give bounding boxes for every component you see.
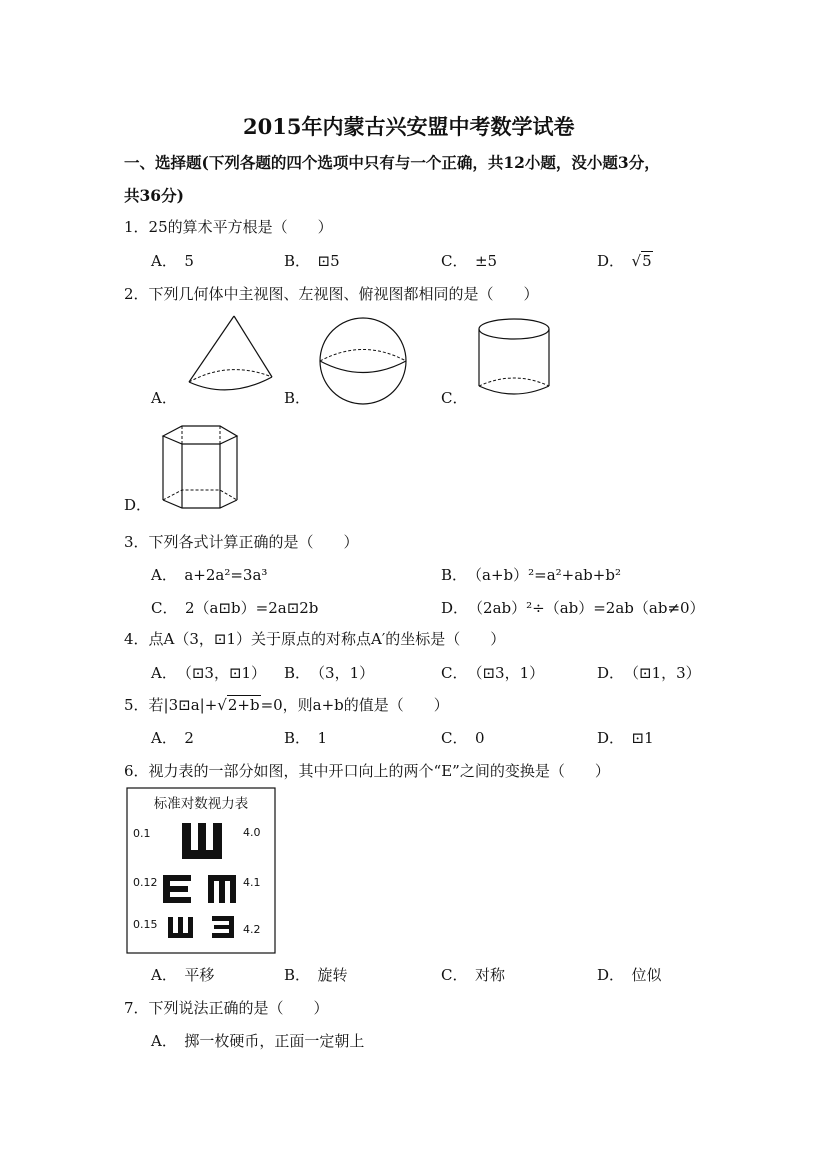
vision-left-label-3: 0.15 [133, 918, 158, 931]
question-3-stem: 3．下列各式计算正确的是（ ） [124, 533, 359, 551]
q2-option-a: A． [151, 389, 177, 407]
question-7-stem: 7．下列说法正确的是（ ） [124, 999, 329, 1017]
q4-option-b: B． （3，1） [284, 664, 375, 682]
question-2-stem: 2．下列几何体中主视图、左视图、俯视图都相同的是（ ） [124, 285, 539, 303]
q4-option-d: D． （⊡1，3） [597, 664, 701, 682]
vision-chart-figure [126, 787, 276, 954]
q2-option-d: D． [124, 496, 152, 514]
q5-option-a: A． 2 [151, 729, 194, 747]
q1-option-d-label: D． [597, 252, 632, 270]
q5-option-d: D． ⊡1 [597, 729, 654, 747]
q1-option-d-radicand: 5 [642, 252, 652, 270]
q1-option-c: C． ±5 [441, 252, 498, 270]
q2-option-c: C． [441, 389, 468, 407]
vision-left-label-2: 0.12 [133, 876, 158, 889]
q6-option-c: C． 对称 [441, 966, 505, 984]
q1-option-b: B． ⊡5 [284, 252, 340, 270]
vision-right-label-2: 4.1 [243, 876, 261, 889]
vision-left-label-1: 0.1 [133, 827, 151, 840]
cone-figure [184, 312, 279, 392]
question-6-stem: 6．视力表的一部分如图，其中开口向上的两个“E”之间的变换是（ ） [124, 762, 610, 780]
page-title: 2015年内蒙古兴安盟中考数学试卷 [243, 114, 575, 139]
q7-option-a: A． 掷一枚硬币，正面一定朝上 [151, 1032, 365, 1050]
e-optotype-left [212, 916, 234, 938]
q6-option-b: B． 旋转 [284, 966, 348, 984]
question-5-stem [124, 694, 449, 715]
e-optotype-down [208, 875, 236, 903]
q5-radicand: 2+b [227, 696, 260, 714]
cylinder-figure [474, 316, 554, 400]
e-optotype-right [163, 875, 191, 903]
section-heading-line2: 共36分) [124, 186, 184, 205]
q3-option-a: A． a+2a²=3a³ [151, 566, 268, 584]
sqrt-symbol: √5 [631, 252, 652, 270]
sqrt-symbol: √2+b [217, 696, 260, 714]
q5-option-c: C． 0 [441, 729, 485, 747]
q1-option-d [597, 250, 653, 271]
hexagonal-prism-figure [160, 422, 242, 510]
q2-option-b: B． [284, 389, 311, 407]
e-optotype-up-small [168, 917, 193, 938]
q4-option-c: C． （⊡3，1） [441, 664, 545, 682]
sphere-figure [316, 316, 410, 406]
section-heading-line1: 一、选择题(下列各题的四个选项中只有与一个正确，共12小题，没小题3分， [124, 153, 660, 172]
q6-option-d: D． 位似 [597, 966, 662, 984]
q1-option-a: A． 5 [151, 252, 194, 270]
e-optotype-up-large [182, 823, 222, 859]
question-4-stem: 4．点A（3，⊡1）关于原点的对称点A′的坐标是（ ） [124, 630, 506, 648]
question-1-stem: 1．25的算术平方根是（ ） [124, 218, 333, 236]
q4-option-a: A． （⊡3，⊡1） [151, 664, 267, 682]
q3-option-d: D． （2ab）²÷（ab）=2ab（ab≠0） [441, 599, 705, 617]
q6-option-a: A． 平移 [151, 966, 215, 984]
vision-chart-title: 标准对数视力表 [153, 796, 249, 812]
q5-stem-prefix: 5．若|3⊡a|+ [124, 696, 218, 714]
q3-option-c: C． 2（a⊡b）=2a⊡2b [151, 599, 319, 617]
vision-right-label-1: 4.0 [243, 826, 261, 839]
vision-right-label-3: 4.2 [243, 923, 261, 936]
q5-stem-suffix: =0，则a+b的值是（ ） [260, 696, 449, 714]
q5-option-b: B． 1 [284, 729, 328, 747]
q3-option-b: B． （a+b）²=a²+ab+b² [441, 566, 621, 584]
